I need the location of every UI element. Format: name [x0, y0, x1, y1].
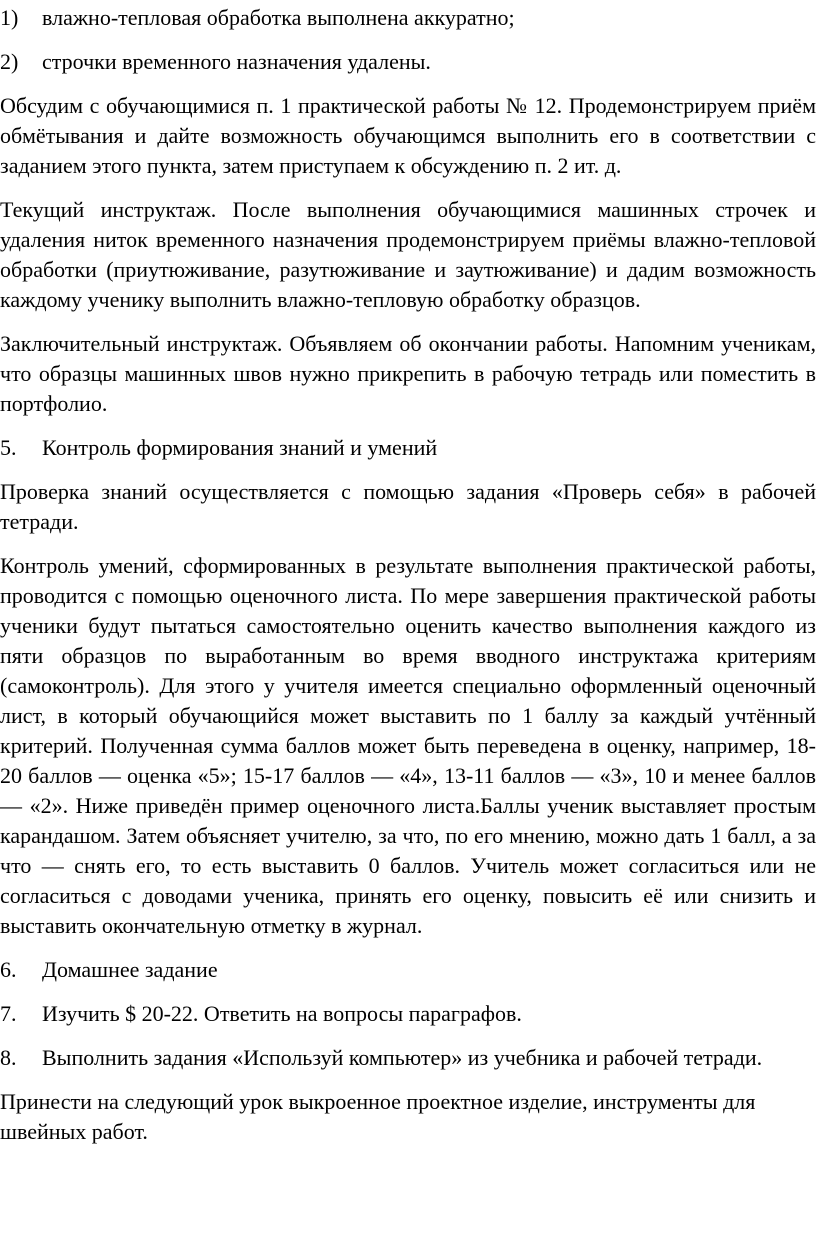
list-number: 1): [0, 5, 19, 30]
paragraph-knowledge-check: Проверка знаний осуществляется с помощью задания «Проверь себя» в рабочей тетради.: [0, 479, 816, 534]
section-heading: [0, 433, 816, 463]
list-text: влажно-тепловая обработка выполнена аккуратно;: [42, 5, 515, 30]
list-item: [0, 999, 816, 1029]
list-text: Изучить $ 20-22. Ответить на вопросы параграфов.: [42, 1001, 522, 1026]
section-number: 5.: [0, 435, 17, 460]
paragraph-bring-items: Принести на следующий урок выкроенное проектное изделие, инструменты для швейных работ.: [0, 1089, 756, 1144]
paragraph-final-instruction: Заключительный инструктаж. Объявляем об окончании работы. Напомним ученикам, что образцы машинных швов нужно прикрепить в рабочую тетрадь или поместить в портфолио.: [0, 331, 816, 416]
list-number: 7.: [0, 1001, 17, 1026]
list-text: Выполнить задания «Используй компьютер» из учебника и рабочей тетради.: [42, 1045, 763, 1070]
list-item: [0, 47, 816, 77]
paragraph-discussion: Обсудим с обучающимися п. 1 практической работы № 12. Продемонстрируем приём обмётывания и дайте возможность обучающимся выполнить его в соответствии с заданием этого пункта, затем приступаем к обсуждению п. 2 ит. д.: [0, 93, 816, 178]
list-number: 8.: [0, 1045, 17, 1070]
list-item: [0, 3, 816, 33]
paragraph-current-instruction: Текущий инструктаж. После выполнения обучающимися машинных строчек и удаления ниток временного назначения продемонстрируем приёмы влажно-тепловой обработки (приутюживание, разутюживание и заутюживание) и дадим возможность каждому ученику выполнить влажно-тепловую обработку образцов.: [0, 197, 816, 312]
paragraph-skills-control: Контроль умений, сформированных в результате выполнения практической работы, проводится с помощью оценочного листа. По мере завершения практической работы ученики будут пытаться самостоятельно оценить качество выполнения каждого из пяти образцов по выработанным во время вводного инструктажа критериям (самоконтроль). Для этого у учителя имеется специально оформленный оценочный лист, в который обучающийся может выставить по 1 баллу за каждый учтённый критерий. Полученная сумма баллов может быть переведена в оценку, например, 18-20 баллов — оценка «5»; 15-17 баллов — «4», 13-11 баллов — «3», 10 и менее баллов — «2». Ниже приведён пример оценочного листа.Баллы ученик выставляет простым карандашом. Затем объясняет учителю, за что, по его мнению, можно дать 1 балл, а за что — снять его, то есть выставить 0 баллов. Учитель может согласиться или не согласиться с доводами ученика, принять его оценку, повысить её или снизить и выставить окончательную отметку в журнал.: [0, 553, 816, 938]
list-text: Домашнее задание: [42, 957, 218, 982]
list-number: 6.: [0, 957, 17, 982]
list-item: [0, 955, 816, 985]
list-number: 2): [0, 49, 19, 74]
list-item: [0, 1043, 816, 1073]
list-text: строчки временного назначения удалены.: [42, 49, 431, 74]
section-title: Контроль формирования знаний и умений: [42, 435, 438, 460]
